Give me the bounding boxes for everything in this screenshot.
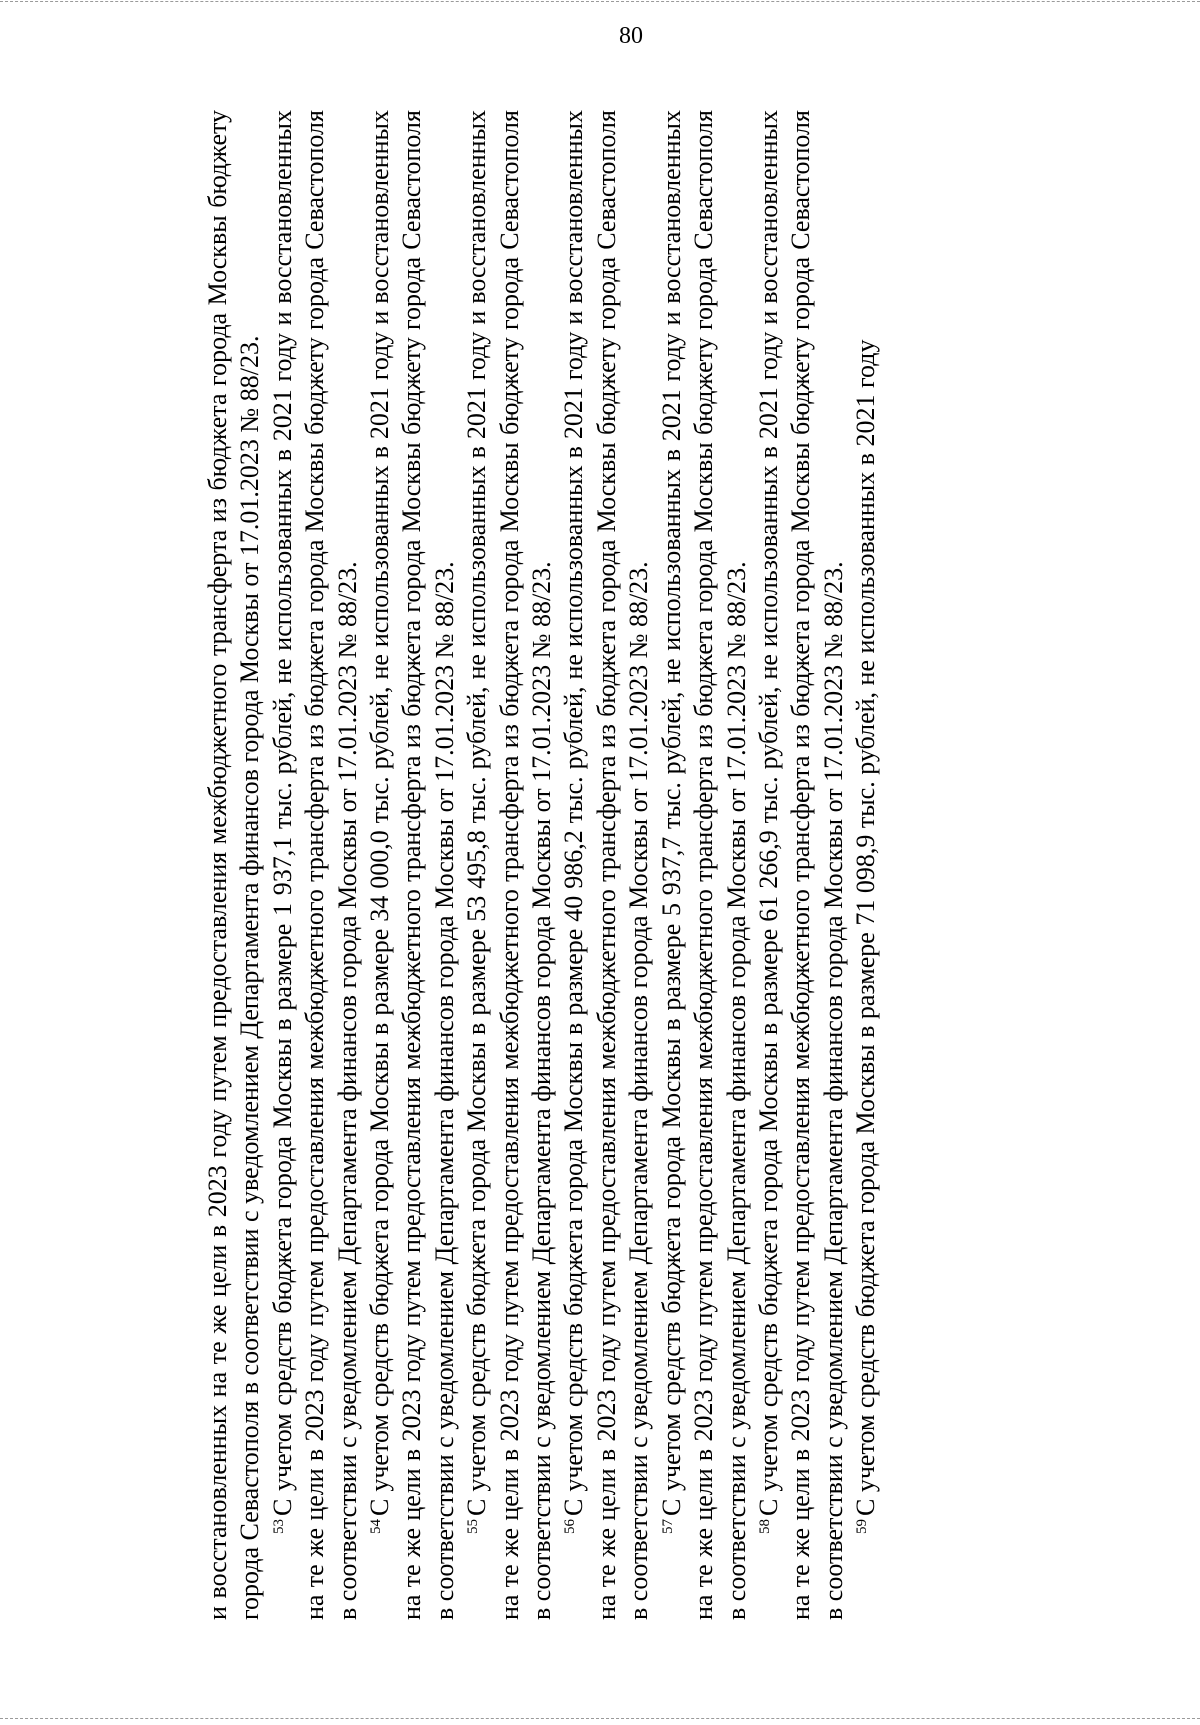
footnote-text: С учетом средств бюджета города Москвы в размере 1 937,1 тыс. рублей, не использованных в 2021 году и восстановленных на те же цели в 2023 году путем предоставления межбюджетного трансферта из бюджета города Москвы бюджету города Севастополя в соответствии с уведомлением Департамента финансов города Москвы от 17.01.2023 № 88/23. [267, 110, 362, 1620]
footnote-number: 57 [659, 1519, 676, 1534]
footnote-number: 58 [756, 1519, 773, 1534]
footnote-57 [656, 110, 753, 1620]
footnote-text: С учетом средств бюджета города Москвы в размере 71 098,9 тыс. рублей, не использованных в 2021 году [851, 339, 881, 1516]
footnote-number: 55 [465, 1519, 482, 1534]
footnote-58 [753, 110, 850, 1620]
footnote-number: 59 [854, 1519, 871, 1534]
footnote-53 [267, 110, 364, 1620]
page-number: 80 [619, 23, 643, 49]
footnote-text: С учетом средств бюджета города Москвы в размере 61 266,9 тыс. рублей, не использованных в 2021 году и восстановленных на те же цели в 2023 году путем предоставления межбюджетного трансферта из бюджета города Москвы бюджету города Севастополя в соответствии с уведомлением Департамента финансов города Москвы от 17.01.2023 № 88/23. [753, 110, 848, 1620]
scan-edge-top [0, 1, 1200, 2]
footnote-text: С учетом средств бюджета города Москвы в размере 34 000,0 тыс. рублей, не использованных в 2021 году и восстановленных на те же цели в 2023 году путем предоставления межбюджетного трансферта из бюджета города Москвы бюджету города Севастополя в соответствии с уведомлением Департамента финансов города Москвы от 17.01.2023 № 88/23. [365, 110, 459, 1620]
footnote-55 [461, 110, 558, 1620]
scan-edge-bottom [0, 1718, 1200, 1719]
footnote-59 [850, 110, 882, 1620]
footnote-text: С учетом средств бюджета города Москвы в размере 40 986,2 тыс. рублей, не использованных в 2021 году и восстановленных на те же цели в 2023 году путем предоставления межбюджетного трансферта из бюджета города Москвы бюджету города Севастополя в соответствии с уведомлением Департамента финансов города Москвы от 17.01.2023 № 88/23. [559, 110, 654, 1620]
footnote-text: С учетом средств бюджета города Москвы в размере 53 495,8 тыс. рублей, не использованных в 2021 году и восстановленных на те же цели в 2023 году путем предоставления межбюджетного трансферта из бюджета города Москвы бюджету города Севастополя в соответствии с уведомлением Департамента финансов города Москвы от 17.01.2023 № 88/23. [462, 110, 557, 1620]
intro-paragraph: и восстановленных на те же цели в 2023 году путем предоставления межбюджетного трансферта из бюджета города Москвы бюджету города Севастополя в соответствии с уведомлением Департамента финансов города Москвы от 17.01.2023 № 88/23. [203, 110, 265, 1620]
footnote-text: С учетом средств бюджета города Москвы в размере 5 937,7 тыс. рублей, не использованных в 2021 году и восстановленных на те же цели в 2023 году путем предоставления межбюджетного трансферта из бюджета города Москвы бюджету города Севастополя в соответствии с уведомлением Департамента финансов города Москвы от 17.01.2023 № 88/23. [656, 110, 751, 1620]
footnote-number: 56 [562, 1519, 579, 1534]
footnote-number: 53 [270, 1519, 287, 1534]
rotated-text-block [202, 110, 883, 1620]
footnote-54 [364, 110, 461, 1620]
footnote-56 [558, 110, 655, 1620]
footnote-number: 54 [368, 1519, 385, 1534]
